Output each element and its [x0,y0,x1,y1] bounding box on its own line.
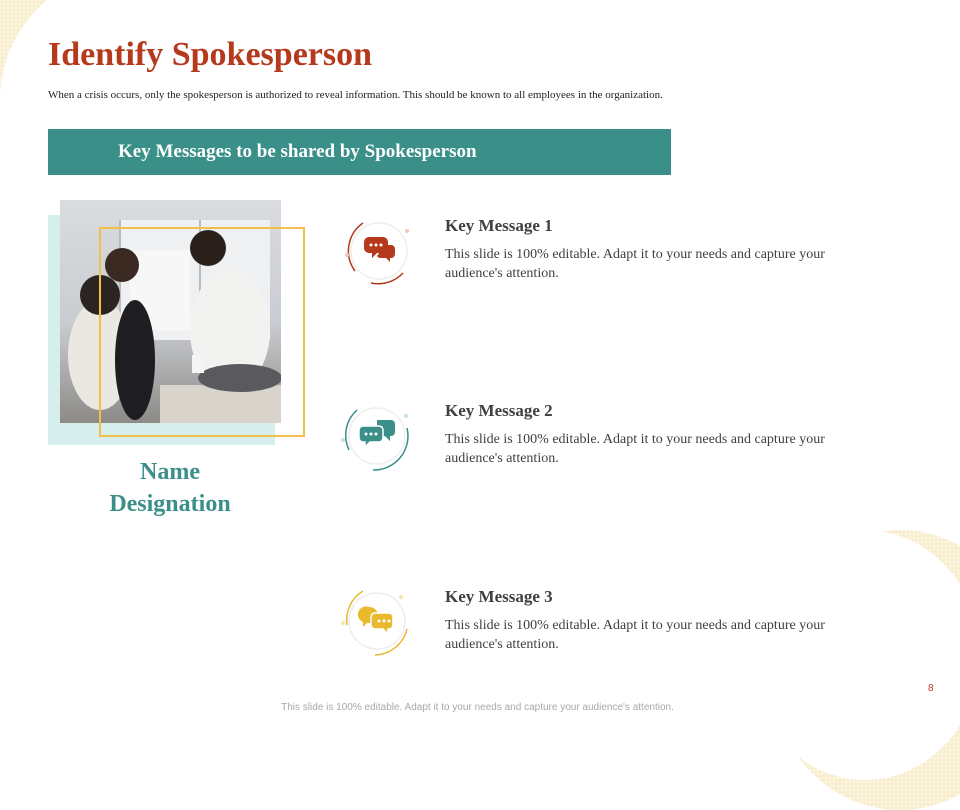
message-1-title: Key Message 1 [445,216,553,235]
page-number: 8 [928,683,934,694]
spokesperson-name-block [60,456,280,520]
footer-note: This slide is 100% editable. Adapt it to your needs and capture your audience's attention. [281,702,674,713]
slide-subtitle: When a crisis occurs, only the spokesperson is authorized to reveal information. This should be known to all employees in the organization. [48,89,663,101]
photo-frame [99,227,305,437]
spokesperson-designation: Designation [109,491,231,517]
chat-bubbles-icon [341,213,417,289]
message-1-body: This slide is 100% editable. Adapt it to your needs and capture your audience's attention. [445,247,825,281]
message-3-body: This slide is 100% editable. Adapt it to your needs and capture your audience's attention. [445,618,825,652]
message-2-icon-wrap [339,398,415,474]
message-3-title: Key Message 3 [445,587,553,606]
spokesperson-name: Name [140,459,200,485]
message-1-icon-wrap [341,213,417,289]
banner-label: Key Messages to be shared by Spokesperson [118,141,477,162]
message-3-icon-wrap [339,583,415,659]
slide-title: Identify Spokesperson [48,36,373,73]
message-2-body: This slide is 100% editable. Adapt it to your needs and capture your audience's attention. [445,432,825,466]
message-2-title: Key Message 2 [445,401,553,420]
chat-bubbles-icon [339,398,415,474]
key-messages-banner [48,129,671,175]
chat-bubbles-icon [339,583,415,659]
